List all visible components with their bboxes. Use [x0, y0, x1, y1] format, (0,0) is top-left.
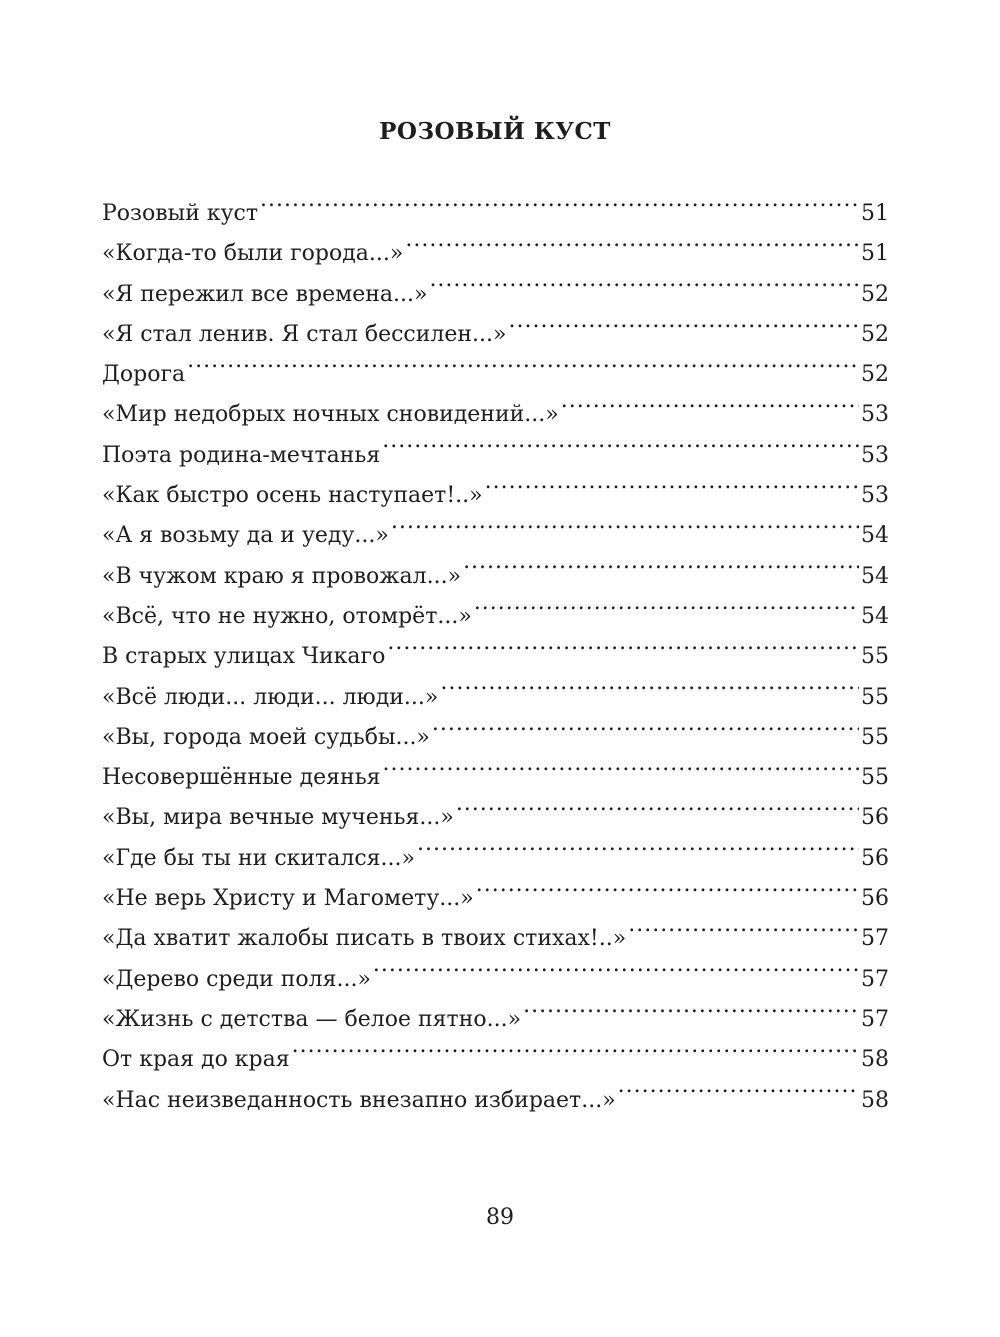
- toc-entry-page: 56: [861, 845, 889, 871]
- toc-entry-page: 58: [861, 1087, 889, 1113]
- toc-entry-title: От края до края: [102, 1047, 290, 1073]
- toc-dot-leader: [618, 1067, 859, 1107]
- toc-entry-page: 55: [861, 724, 889, 750]
- toc-dot-leader: [628, 905, 859, 945]
- toc-entry-title: «Вы, города моей судьбы...»: [102, 724, 430, 750]
- toc-entry: [102, 341, 889, 388]
- toc-entry-page: 58: [861, 1047, 889, 1073]
- toc-entry-title: «А я возьму да и уеду...»: [102, 523, 389, 549]
- toc-dot-leader: [383, 744, 859, 784]
- toc-entry-title: «Вы, мира вечные мученья...»: [102, 805, 454, 831]
- toc-entry-page: 53: [861, 442, 889, 468]
- toc-entry-page: 55: [861, 765, 889, 791]
- toc-dot-leader: [456, 784, 859, 824]
- toc-dot-leader: [382, 422, 859, 462]
- toc-entry-title: Розовый куст: [102, 201, 259, 226]
- toc-entry-page: 51: [861, 241, 889, 267]
- toc-entry-title: В старых улицах Чикаго: [102, 644, 386, 670]
- toc-entry-page: 55: [861, 644, 889, 670]
- page-number: 89: [486, 1205, 514, 1230]
- toc-dot-leader: [432, 704, 859, 744]
- toc-entry-title: «Жизнь с детства — белое пятно...»: [102, 1006, 522, 1032]
- toc-dot-leader: [391, 502, 859, 542]
- toc-dot-leader: [417, 825, 859, 865]
- toc-dot-leader: [373, 946, 859, 986]
- toc-entry-page: 57: [861, 1006, 889, 1032]
- toc-dot-leader: [485, 462, 859, 502]
- toc-entry-page: 56: [861, 805, 889, 831]
- toc-dot-leader: [509, 301, 860, 341]
- toc-entry-page: 54: [861, 603, 889, 629]
- toc-entry-page: 57: [861, 926, 889, 952]
- toc-entry-page: 54: [861, 523, 889, 549]
- toc-entry-title: «Когда-то были города...»: [102, 241, 404, 267]
- table-of-contents: [102, 180, 889, 1113]
- toc-entry-title: Дорога: [102, 362, 186, 388]
- toc-dot-leader: [292, 1026, 859, 1066]
- toc-entry-title: «Где бы ты ни скитался...»: [102, 845, 415, 871]
- toc-dot-leader: [260, 180, 859, 220]
- toc-entry-page: 54: [861, 563, 889, 589]
- toc-entry: [102, 381, 889, 428]
- toc-entry-title: «Я пережил все времена...»: [102, 281, 428, 307]
- toc-entry-title: «Да хватит жалобы писать в твоих стихах!..»: [102, 926, 627, 952]
- section-title: РОЗОВЫЙ КУСТ: [379, 118, 611, 145]
- toc-dot-leader: [476, 865, 859, 905]
- toc-entry-page: 51: [861, 201, 889, 226]
- toc-entry-title: Несовершённые деянья: [102, 765, 381, 791]
- toc-entry: [102, 180, 889, 226]
- toc-dot-leader: [523, 986, 859, 1026]
- toc-entry-page: 53: [861, 402, 889, 428]
- toc-entry-page: 56: [861, 886, 889, 912]
- toc-dot-leader: [561, 381, 859, 421]
- toc-dot-leader: [474, 583, 859, 623]
- toc-entry-title: «Дерево среди поля...»: [102, 966, 371, 992]
- toc-entry-page: 52: [861, 321, 889, 347]
- toc-entry-page: 57: [861, 966, 889, 992]
- toc-dot-leader: [387, 623, 859, 663]
- toc-dot-leader: [440, 664, 859, 704]
- toc-entry-title: «Я стал ленив. Я стал бессилен...»: [102, 321, 507, 347]
- toc-entry-title: «В чужом краю я провожал...»: [102, 563, 462, 589]
- toc-entry-title: «Всё люди... люди... люди...»: [102, 684, 439, 710]
- toc-entry-title: «Мир недобрых ночных сновидений...»: [102, 402, 559, 428]
- toc-entry-title: «Не верь Христу и Магомету...»: [102, 886, 474, 912]
- toc-entry-page: 52: [861, 281, 889, 307]
- toc-entry-title: «Как быстро осень наступает!..»: [102, 483, 483, 509]
- toc-entry-page: 53: [861, 483, 889, 509]
- toc-entry-page: 55: [861, 684, 889, 710]
- toc-dot-leader: [405, 220, 859, 260]
- toc-dot-leader: [429, 261, 859, 301]
- toc-dot-leader: [463, 543, 859, 583]
- toc-dot-leader: [187, 341, 859, 381]
- toc-entry-title: Поэта родина-мечтанья: [102, 442, 381, 468]
- toc-entry-title: «Всё, что не нужно, отомрёт...»: [102, 603, 472, 629]
- toc-entry-page: 52: [861, 362, 889, 388]
- toc-entry-title: «Нас неизведанность внезапно избирает...»: [102, 1087, 616, 1113]
